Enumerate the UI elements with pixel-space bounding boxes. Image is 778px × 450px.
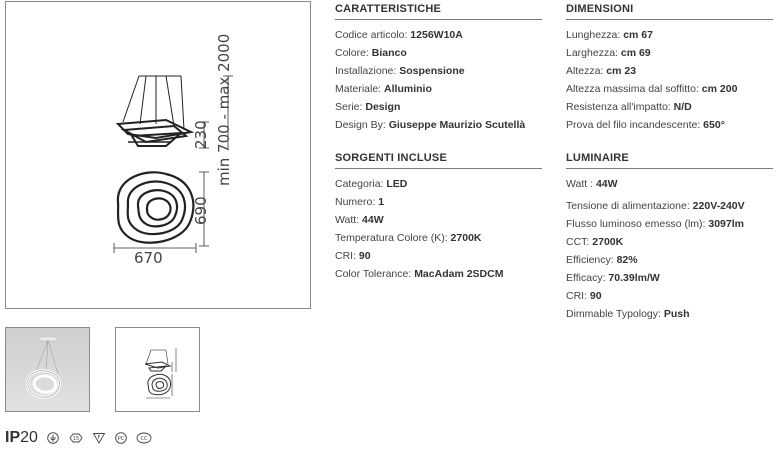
spec-row: Altezza: cm 23 bbox=[566, 65, 637, 77]
certification-bar bbox=[5, 428, 152, 448]
section-title: LUMINAIRE bbox=[566, 152, 773, 169]
section-luminaire bbox=[566, 152, 773, 323]
spec-row: Colore: Bianco bbox=[335, 47, 407, 59]
spec-row: Tensione di alimentazione: 220V-240V bbox=[566, 200, 745, 212]
ground-icon bbox=[46, 432, 60, 444]
drawing-thumbnail-image bbox=[116, 328, 200, 412]
svg-text:PC: PC bbox=[117, 436, 125, 442]
spec-row: Color Tolerance: MacAdam 2SDCM bbox=[335, 268, 504, 280]
section-title: CARATTERISTICHE bbox=[335, 3, 542, 20]
lamp-photo-image bbox=[6, 328, 90, 412]
spec-row: Prova del filo incandescente: 650° bbox=[566, 119, 725, 131]
spec-row: Numero: 1 bbox=[335, 196, 385, 208]
spec-row: Resistenza all'impatto: N/D bbox=[566, 101, 692, 113]
cc-icon bbox=[136, 432, 152, 444]
spec-row: Efficiency: 82% bbox=[566, 254, 638, 266]
spec-row: Flusso luminoso emesso (lm): 3097lm bbox=[566, 218, 744, 230]
thumbnail-drawing[interactable] bbox=[115, 327, 200, 412]
svg-text:F: F bbox=[97, 435, 101, 441]
thumbnail-photo[interactable] bbox=[5, 327, 90, 412]
enec-icon bbox=[68, 432, 84, 444]
spec-row: CCT: 2700K bbox=[566, 236, 624, 248]
dim-depth-label: 690 bbox=[192, 196, 210, 225]
pendant-top-view bbox=[118, 172, 193, 242]
section-title: SORGENTI INCLUSE bbox=[335, 152, 542, 169]
f-mark-icon bbox=[92, 432, 106, 444]
spec-row: Categoria: LED bbox=[335, 178, 408, 190]
svg-text:15: 15 bbox=[72, 436, 80, 442]
dim-height-label: 230 bbox=[192, 120, 210, 149]
spec-row: Lunghezza: cm 67 bbox=[566, 29, 653, 41]
spec-row: CRI: 90 bbox=[335, 250, 371, 262]
spec-row: CRI: 90 bbox=[566, 290, 602, 302]
spec-row: Temperatura Colore (K): 2700K bbox=[335, 232, 482, 244]
main-product-drawing bbox=[5, 1, 311, 309]
spec-row: Serie: Design bbox=[335, 101, 401, 113]
spec-row: Altezza massima dal soffitto: cm 200 bbox=[566, 83, 738, 95]
pendant-side-view bbox=[118, 76, 191, 146]
spec-row: Design By: Giuseppe Maurizio Scutellà bbox=[335, 119, 526, 131]
spec-row: Watt : 44W bbox=[566, 178, 618, 190]
section-dimensioni bbox=[566, 3, 773, 134]
pcs-icon bbox=[114, 432, 128, 444]
ip-rating: IP20 bbox=[5, 429, 38, 446]
spec-row: Watt: 44W bbox=[335, 214, 384, 226]
section-sorgenti-incluse bbox=[335, 152, 542, 283]
spec-row: Installazione: Sospensione bbox=[335, 65, 465, 77]
section-title: DIMENSIONI bbox=[566, 3, 773, 20]
spec-row: Codice articolo: 1256W10A bbox=[335, 29, 463, 41]
spec-row: Materiale: Alluminio bbox=[335, 83, 432, 95]
section-caratteristiche bbox=[335, 3, 542, 134]
dim-range-label: min 700 - max 2000 bbox=[215, 33, 233, 186]
dim-width-label: 670 bbox=[134, 249, 163, 267]
spec-row: Efficacy: 70.39lm/W bbox=[566, 272, 660, 284]
spec-row: Dimmable Typology: Push bbox=[566, 308, 690, 320]
svg-text:CC: CC bbox=[140, 436, 148, 442]
spec-row: Larghezza: cm 69 bbox=[566, 47, 651, 59]
